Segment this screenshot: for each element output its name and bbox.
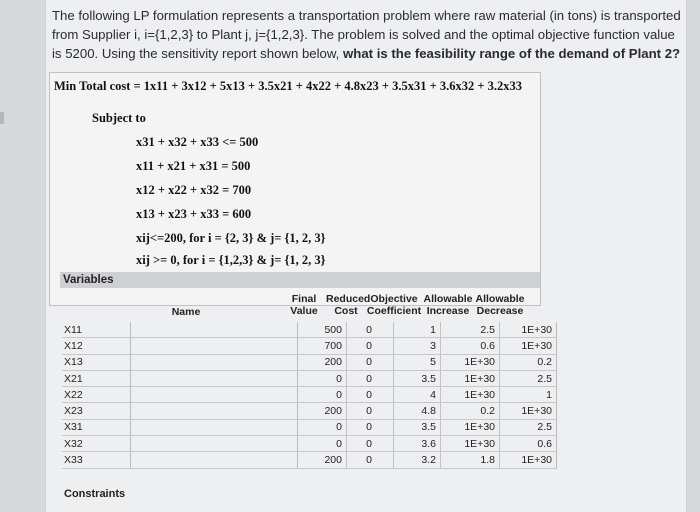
allowable-increase: 1.8 bbox=[441, 452, 500, 468]
table-row bbox=[62, 370, 557, 386]
header-increase bbox=[420, 293, 476, 317]
variable-name: X11 bbox=[62, 322, 131, 338]
objective-coefficient: 3.5 bbox=[394, 419, 441, 435]
header-reduced-line2: Cost bbox=[334, 305, 358, 317]
header-final bbox=[282, 293, 326, 317]
question-body: The following LP formulation represents a transportation problem where raw material (in tons) is transported from Supplier i, i={1,2,3} to Plant j, j={1,2,3}. The problem is solved and the optimal objective function value is 5200. Using the sensitivity report shown below, bbox=[52, 8, 681, 61]
row-spacer bbox=[131, 370, 298, 386]
allowable-increase: 0.6 bbox=[441, 338, 500, 354]
final-value: 0 bbox=[298, 370, 347, 386]
question-page bbox=[46, 0, 686, 512]
header-reduced-line1: Reduced bbox=[326, 293, 371, 305]
header-name: Name bbox=[171, 306, 201, 318]
variable-name: X12 bbox=[62, 338, 131, 354]
final-value: 0 bbox=[298, 419, 347, 435]
subject-to-label: Subject to bbox=[92, 111, 146, 125]
objective-coefficient: 3.6 bbox=[394, 436, 441, 452]
header-decrease-line2: Decrease bbox=[476, 305, 524, 317]
constraint-4: x13 + x23 + x33 = 600 bbox=[136, 207, 252, 221]
variables-header: Variables bbox=[60, 272, 540, 288]
allowable-increase: 1E+30 bbox=[441, 419, 500, 435]
constraint-3: x12 + x22 + x32 = 700 bbox=[136, 183, 252, 197]
row-spacer bbox=[131, 387, 298, 403]
allowable-increase: 1E+30 bbox=[441, 354, 500, 370]
variable-name: X13 bbox=[62, 354, 131, 370]
reduced-cost: 0 bbox=[347, 322, 394, 338]
header-final-line2: Value bbox=[290, 305, 318, 317]
constraint-6: xij >= 0, for i = {1,2,3} & j= {1, 2, 3} bbox=[136, 253, 326, 267]
objective-coefficient: 3 bbox=[394, 338, 441, 354]
row-spacer bbox=[131, 354, 298, 370]
table-row bbox=[62, 419, 557, 435]
reduced-cost: 0 bbox=[347, 354, 394, 370]
variables-table bbox=[62, 322, 557, 469]
reduced-cost: 0 bbox=[347, 387, 394, 403]
final-value: 500 bbox=[298, 322, 347, 338]
table-row bbox=[62, 452, 557, 468]
reduced-cost: 0 bbox=[347, 436, 394, 452]
allowable-increase: 1E+30 bbox=[441, 436, 500, 452]
allowable-increase: 1E+30 bbox=[441, 370, 500, 386]
final-value: 200 bbox=[298, 403, 347, 419]
allowable-increase: 0.2 bbox=[441, 403, 500, 419]
row-spacer bbox=[131, 436, 298, 452]
variable-name: X33 bbox=[62, 452, 131, 468]
variable-name: X23 bbox=[62, 403, 131, 419]
allowable-decrease: 1 bbox=[500, 387, 557, 403]
final-value: 0 bbox=[298, 387, 347, 403]
allowable-decrease: 0.2 bbox=[500, 354, 557, 370]
row-spacer bbox=[131, 403, 298, 419]
objective-coefficient: 3.2 bbox=[394, 452, 441, 468]
allowable-decrease: 2.5 bbox=[500, 370, 557, 386]
allowable-decrease: 1E+30 bbox=[500, 338, 557, 354]
variable-name: X32 bbox=[62, 436, 131, 452]
variable-name: X22 bbox=[62, 387, 131, 403]
reduced-cost: 0 bbox=[347, 403, 394, 419]
objective-coefficient: 5 bbox=[394, 354, 441, 370]
header-objective bbox=[362, 293, 426, 317]
question-text bbox=[52, 6, 682, 63]
constraints-header: Constraints bbox=[64, 488, 126, 500]
objective-coefficient: 3.5 bbox=[394, 370, 441, 386]
header-increase-line2: Increase bbox=[426, 305, 470, 317]
allowable-increase: 2.5 bbox=[441, 322, 500, 338]
left-margin-marker bbox=[0, 112, 4, 124]
constraint-2: x11 + x21 + x31 = 500 bbox=[136, 159, 251, 173]
table-row bbox=[62, 403, 557, 419]
header-decrease-line1: Allowable bbox=[475, 293, 525, 305]
header-increase-line1: Allowable bbox=[423, 293, 473, 305]
reduced-cost: 0 bbox=[347, 419, 394, 435]
row-spacer bbox=[131, 338, 298, 354]
question-highlight: what is the feasibility range of the demand of Plant 2? bbox=[343, 46, 681, 61]
table-row bbox=[62, 338, 557, 354]
table-row bbox=[62, 322, 557, 338]
reduced-cost: 0 bbox=[347, 452, 394, 468]
header-final-line1: Final bbox=[291, 293, 317, 305]
allowable-decrease: 1E+30 bbox=[500, 452, 557, 468]
objective-function: Min Total cost = 1x11 + 3x12 + 5x13 + 3.5x21 + 4x22 + 4.8x23 + 3.5x31 + 3.6x32 + 3.2x33 bbox=[54, 79, 522, 93]
reduced-cost: 0 bbox=[347, 370, 394, 386]
allowable-increase: 1E+30 bbox=[441, 387, 500, 403]
allowable-decrease: 1E+30 bbox=[500, 322, 557, 338]
allowable-decrease: 1E+30 bbox=[500, 403, 557, 419]
final-value: 200 bbox=[298, 354, 347, 370]
objective-coefficient: 1 bbox=[394, 322, 441, 338]
header-decrease bbox=[472, 293, 528, 317]
table-row bbox=[62, 387, 557, 403]
row-spacer bbox=[131, 452, 298, 468]
objective-coefficient: 4.8 bbox=[394, 403, 441, 419]
reduced-cost: 0 bbox=[347, 338, 394, 354]
formulation-box bbox=[49, 72, 541, 306]
constraint-5: xij<=200, for i = {2, 3} & j= {1, 2, 3} bbox=[136, 231, 326, 245]
allowable-decrease: 0.6 bbox=[500, 436, 557, 452]
header-reduced bbox=[326, 293, 371, 317]
final-value: 200 bbox=[298, 452, 347, 468]
final-value: 0 bbox=[298, 436, 347, 452]
header-objective-line2: Coefficient bbox=[366, 305, 422, 317]
header-objective-line1: Objective bbox=[370, 293, 418, 305]
row-spacer bbox=[131, 419, 298, 435]
constraint-1: x31 + x32 + x33 <= 500 bbox=[136, 135, 259, 149]
variable-name: X31 bbox=[62, 419, 131, 435]
table-row bbox=[62, 354, 557, 370]
variable-name: X21 bbox=[62, 370, 131, 386]
final-value: 700 bbox=[298, 338, 347, 354]
allowable-decrease: 2.5 bbox=[500, 419, 557, 435]
objective-coefficient: 4 bbox=[394, 387, 441, 403]
row-spacer bbox=[131, 322, 298, 338]
table-row bbox=[62, 436, 557, 452]
